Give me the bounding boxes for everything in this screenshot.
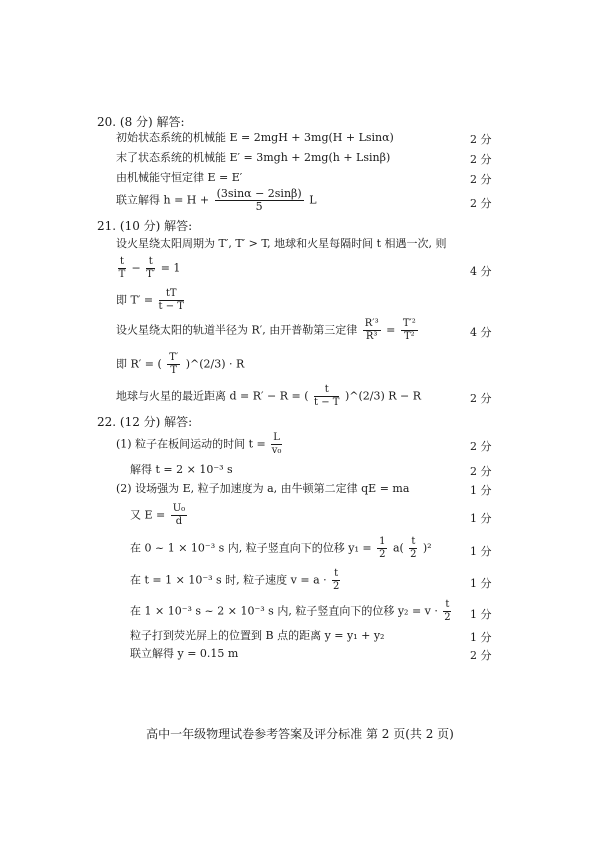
q22-line-1 — [116, 432, 284, 457]
q21-line-6 — [116, 384, 421, 409]
q20-l4-fraction — [215, 188, 304, 213]
q21-l5-den: T — [170, 365, 178, 376]
q22-score-8: 1 分 — [470, 631, 492, 644]
q21-l5-num: T′ — [169, 352, 179, 363]
q22-l4-num: U₀ — [172, 503, 186, 514]
q22-l6-frac — [332, 568, 340, 593]
q21-l2-b-num: t — [146, 256, 155, 269]
q20-heading: 20. (8 分) 解答: — [97, 115, 185, 129]
q21-l3-num: tT — [159, 288, 184, 301]
q21-l4-frac-b — [401, 318, 418, 343]
q21-l4-b-den: T² — [403, 331, 415, 342]
q22-l5-mid: a( — [392, 541, 404, 555]
q21-l5-pre: 即 R′ = ( — [116, 357, 162, 371]
q22-l5-t-num: t — [411, 536, 416, 547]
q21-l5-post: )^(2/3) · R — [185, 357, 245, 371]
q21-l4-a-den: R³ — [365, 331, 378, 342]
q22-l6-pre: 在 t = 1 × 10⁻³ s 时, 粒子速度 v = a · — [130, 573, 327, 587]
q22-l7-frac — [443, 599, 451, 624]
q22-l7-den: 2 — [444, 612, 451, 623]
q21-line-1: 设火星绕太阳周期为 T′, T′ > T, 地球和火星每隔时间 t 相遇一次, 则 — [116, 237, 447, 250]
q22-l5-post: )² — [422, 541, 432, 555]
q21-l2-a-den: T — [118, 269, 126, 280]
q21-l2-a-num: t — [120, 256, 125, 267]
q20-score-3: 2 分 — [470, 173, 492, 186]
q22-l4-pre: 又 E = — [130, 508, 166, 522]
q22-score-9: 2 分 — [470, 649, 492, 662]
q22-l5-t-den: 2 — [410, 549, 417, 560]
q21-l2-frac-b — [146, 256, 155, 281]
page-footer: 高中一年级物理试卷参考答案及评分标准 第 2 页(共 2 页) — [146, 727, 454, 741]
q22-l4-frac — [171, 503, 187, 528]
q20-l4-num: (3sinα − 2sinβ) — [216, 187, 302, 200]
q22-score-4: 1 分 — [470, 512, 492, 525]
q21-l2-b-den: T′ — [146, 269, 156, 280]
q22-l1-frac — [271, 432, 282, 457]
q21-l2-eq: = 1 — [160, 261, 181, 275]
q21-score-4: 4 分 — [470, 326, 492, 339]
q21-l6-den: t − T — [314, 397, 340, 408]
q21-l6-frac — [314, 384, 339, 409]
q22-score-3: 1 分 — [470, 484, 492, 497]
q22-l7-num: t — [445, 599, 450, 610]
q21-l4-a-num: R′³ — [364, 318, 379, 329]
q22-score-2: 2 分 — [470, 465, 492, 478]
q22-l1-num: L — [273, 432, 280, 443]
q20-line-1: 初始状态系统的机械能 E = 2mgH + 3mg(H + Lsinα) — [116, 131, 394, 144]
q22-l5-h-den: 2 — [379, 549, 386, 560]
q22-l5-h-num: 1 — [379, 536, 386, 547]
q22-score-1: 2 分 — [470, 440, 492, 453]
q22-line-5 — [130, 536, 432, 561]
q20-l4-den: 5 — [255, 200, 263, 213]
q20-l4-post: L — [309, 193, 317, 207]
q21-l2-minus: − — [131, 261, 141, 275]
q22-heading: 22. (12 分) 解答: — [97, 415, 193, 429]
q21-score-6: 2 分 — [470, 392, 492, 405]
q22-l1-den: v₀ — [271, 445, 282, 456]
q22-line-7 — [130, 599, 453, 624]
q22-line-4 — [130, 503, 189, 528]
q21-l6-pre: 地球与火星的最近距离 d = R′ − R = ( — [116, 389, 309, 403]
q20-score-1: 2 分 — [470, 133, 492, 146]
q21-l6-post: )^(2/3) R − R — [344, 389, 422, 403]
q22-l5-frac-half — [377, 536, 387, 561]
q22-line-6 — [130, 568, 342, 593]
q22-l1-pre: (1) 粒子在板间运动的时间 t = — [116, 437, 266, 451]
q22-line-8: 粒子打到荧光屏上的位置到 B 点的距离 y = y₁ + y₂ — [130, 629, 385, 642]
q20-score-4: 2 分 — [470, 197, 492, 210]
q22-line-9: 联立解得 y = 0.15 m — [130, 647, 239, 660]
q21-l4-b-num: T′² — [402, 318, 416, 329]
q21-l3-frac — [159, 288, 184, 313]
q21-l4-pre: 设火星绕太阳的轨道半径为 R′, 由开普勒第三定律 — [116, 323, 358, 337]
q22-score-6: 1 分 — [470, 577, 492, 590]
q21-heading: 21. (10 分) 解答: — [97, 219, 193, 233]
q22-score-5: 1 分 — [470, 545, 492, 558]
q21-line-3 — [116, 288, 186, 313]
q22-line-3: (2) 设场强为 E, 粒子加速度为 a, 由牛顿第二定律 qE = ma — [116, 482, 410, 495]
q20-line-2: 末了状态系统的机械能 E′ = 3mgh + 2mg(h + Lsinβ) — [116, 151, 391, 164]
q22-l7-pre: 在 1 × 10⁻³ s ~ 2 × 10⁻³ s 内, 粒子竖直向下的位移 y₂ = v · — [130, 604, 438, 618]
q21-l3-pre: 即 T′ = — [116, 293, 154, 307]
q21-line-2 — [116, 256, 180, 281]
q21-line-4 — [116, 318, 420, 343]
q21-l3-den: t − T — [158, 301, 184, 312]
q21-l4-frac-a — [363, 318, 381, 343]
q22-line-2: 解得 t = 2 × 10⁻³ s — [130, 463, 233, 476]
q21-l2-frac-a — [118, 256, 126, 281]
q20-line-3: 由机械能守恒定律 E = E′ — [116, 171, 243, 184]
q22-l5-pre: 在 0 ~ 1 × 10⁻³ s 内, 粒子竖直向下的位移 y₁ = — [130, 541, 372, 555]
q21-l4-eq: = — [386, 323, 396, 337]
q22-l4-den: d — [175, 516, 183, 527]
q21-score-2: 4 分 — [470, 265, 492, 278]
q22-score-7: 1 分 — [470, 608, 492, 621]
q21-l5-frac — [167, 352, 180, 377]
q21-l6-num: t — [314, 384, 339, 397]
q22-l5-frac-t — [409, 536, 417, 561]
q20-score-2: 2 分 — [470, 153, 492, 166]
q20-line-4 — [116, 188, 317, 213]
q22-l6-num: t — [334, 568, 339, 579]
q20-l4-pre: 联立解得 h = H + — [116, 193, 210, 207]
q21-line-5 — [116, 352, 244, 377]
q22-l6-den: 2 — [332, 581, 340, 592]
